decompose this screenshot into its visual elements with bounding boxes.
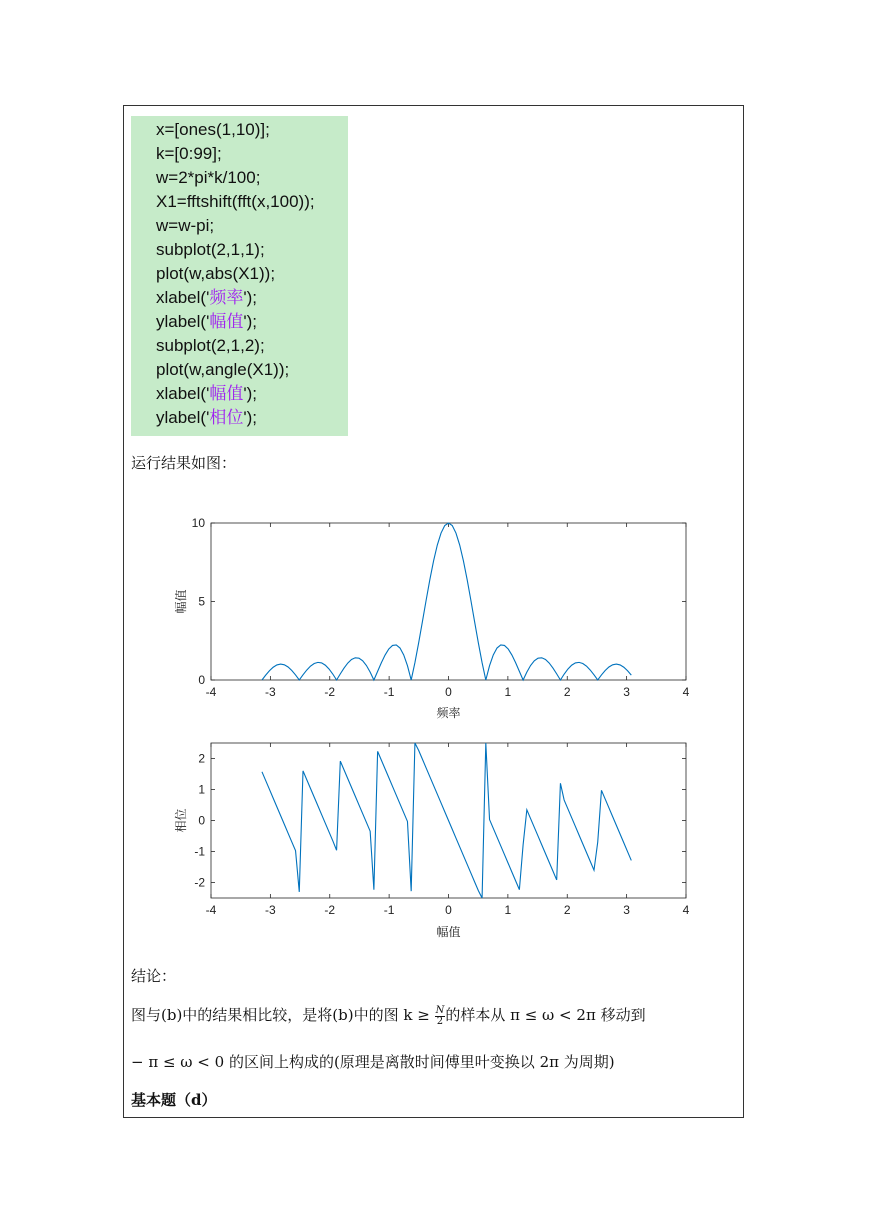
x-tick-label: -2 [324,903,336,917]
code-text: plot(w,abs(X1)); [156,264,276,283]
x-tick-label: -1 [383,685,395,699]
y-tick-label: 1 [198,782,205,797]
fraction-denominator: 2 [436,1015,444,1027]
code-text: subplot(2,1,2); [156,336,265,355]
code-string: 幅值 [209,312,244,331]
x-tick-label: -3 [265,903,276,917]
next-heading: 基本题（d） [131,1091,217,1109]
x-tick-label: -4 [205,903,217,917]
code-line [156,120,270,140]
y-axis-label: 相位 [174,808,188,833]
conclusion-line-1 [131,1005,646,1027]
fraction-numerator: N [435,1004,445,1016]
code-line [156,168,260,188]
code-string: 频率 [209,288,244,307]
code-string: 幅值 [209,384,244,403]
code-text: X1=fftshift(fft(x,100)); [156,192,315,211]
code-line [156,240,265,260]
code-line [156,312,257,332]
code-line [156,288,257,308]
code-text: x=[ones(1,10)]; [156,120,270,139]
plot-area [211,523,686,680]
x-tick-label: 0 [445,685,452,699]
y-axis-label: 幅值 [174,589,188,614]
figure-svg [160,505,720,950]
conclusion-heading: 结论： [131,967,177,985]
fraction [435,1006,446,1027]
code-line [156,264,275,284]
conclusion-line-1b: 的样本从 π ≤ ω < 2π 移动到 [445,1006,646,1024]
code-text: w=w-pi; [156,216,215,235]
x-tick-label: 3 [623,685,630,699]
y-tick-label: 10 [191,516,205,530]
code-text: '); [243,408,257,427]
code-line [156,144,222,164]
y-tick-label: -1 [194,844,205,859]
code-block [131,116,348,436]
result-caption: 运行结果如图： [131,454,237,472]
x-tick-label: 4 [682,903,690,917]
code-line [156,336,265,356]
figure [160,505,720,950]
x-tick-label: 3 [623,903,630,917]
x-axis-label: 频率 [436,706,461,720]
code-text: subplot(2,1,1); [156,240,265,259]
x-axis-label: 幅值 [436,925,461,939]
x-tick-label: -2 [324,685,336,699]
x-tick-label: 2 [563,685,571,699]
x-tick-label: 1 [504,685,512,699]
y-tick-label: 5 [198,594,205,609]
code-line [156,408,257,428]
x-tick-label: -3 [265,685,276,699]
code-text: xlabel(' [156,288,210,307]
x-tick-label: 2 [563,903,571,917]
code-string: 相位 [209,408,244,427]
x-tick-label: -4 [205,685,217,699]
code-text: plot(w,angle(X1)); [156,360,290,379]
code-text: '); [243,312,257,331]
conclusion-line-2: − π ≤ ω < 0 的区间上构成的(原理是离散时间傅里叶变换以 2π 为周期) [131,1053,615,1071]
y-tick-label: -2 [194,875,205,890]
code-line [156,384,257,404]
conclusion-line-1a: 图与(b)中的结果相比较，是将(b)中的图 k ≥ [131,1006,435,1024]
y-tick-label: 0 [198,673,205,687]
code-line [156,216,214,236]
code-text: ylabel(' [156,408,210,427]
code-text: ylabel(' [156,312,210,331]
code-text: '); [243,288,257,307]
x-tick-label: 1 [504,903,512,917]
code-line [156,192,315,212]
code-text: k=[0:99]; [156,144,222,163]
x-tick-label: 4 [682,685,690,699]
x-tick-label: 0 [445,903,452,917]
y-tick-label: 2 [198,751,205,766]
code-text: w=2*pi*k/100; [156,168,261,187]
code-text: '); [243,384,257,403]
code-text: xlabel(' [156,384,210,403]
x-tick-label: -1 [383,903,395,917]
code-line [156,360,289,380]
y-tick-label: 0 [198,813,205,828]
